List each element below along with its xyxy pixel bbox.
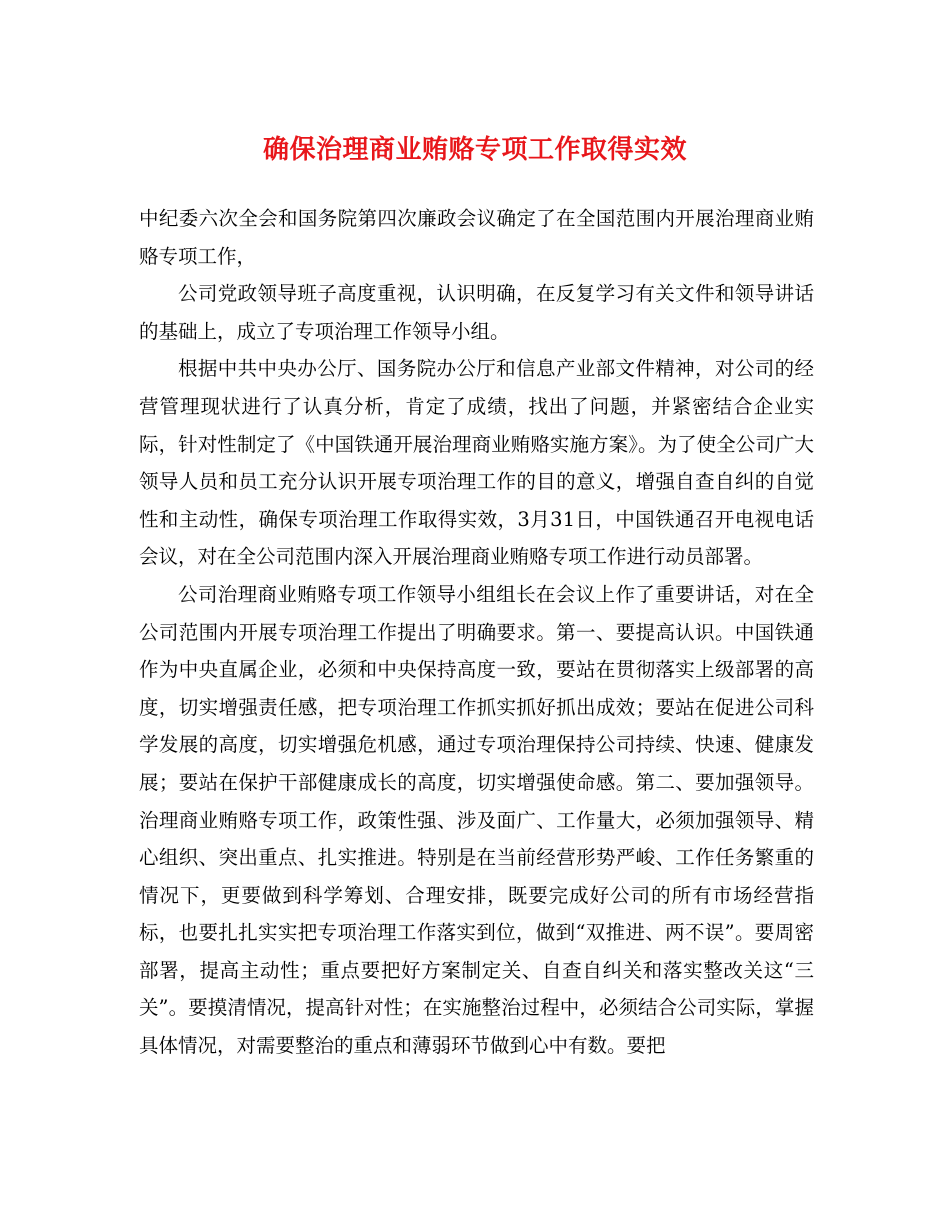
paragraph-3: 根据中共中央办公厅、国务院办公厅和信息产业部文件精神，对公司的经营管理现状进行了认真分析，肯定了成绩，找出了问题，并紧密结合企业实际，针对性制定了《中国铁通开展治理商业贿赂实施方案》。为了使全公司广大领导人员和员工充分认识开展专项治理工作的目的意义，增强自查自纠的自觉性和主动性，确保专项治理工作取得实效，3月31日，中国铁通召开电视电话会议，对在全公司范围内深入开展治理商业贿赂专项工作进行动员部署。 xyxy=(139,357,814,569)
paragraph-1: 中纪委六次全会和国务院第四次廉政会议确定了在全国范围内开展治理商业贿赂专项工作， xyxy=(139,207,814,268)
document-title: 确保治理商业贿赂专项工作取得实效 xyxy=(262,135,687,165)
document-body xyxy=(139,200,814,1065)
paragraph-4: 公司治理商业贿赂专项工作领导小组组长在会议上作了重要讲话，对在全公司范围内开展专项治理工作提出了明确要求。第一、要提高认识。中国铁通作为中央直属企业，必须和中央保持高度一致，要站在贯彻落实上级部署的高度，切实增强责任感，把专项治理工作抓实抓好抓出成效；要站在促进公司科学发展的高度，切实增强危机感，通过专项治理保持公司持续、快速、健康发展；要站在保护干部健康成长的高度，切实增强使命感。第二、要加强领导。治理商业贿赂专项工作，政策性强、涉及面广、工作量大，必须加强领导、精心组织、突出重点、扎实推进。特别是在当前经营形势严峻、工作任务繁重的情况下，更要做到科学筹划、合理安排，既要完成好公司的所有市场经营指标，也要扎扎实实把专项治理工作落实到位，做到“双推进、两不误”。要周密部署，提高主动性；重点要把好方案制定关、自查自纠关和落实整改关这“三关”。要摸清情况，提高针对性；在实施整治过程中，必须结合公司实际，掌握具体情况，对需要整治的重点和薄弱环节做到心中有数。要把 xyxy=(139,582,814,1058)
paragraph-2: 公司党政领导班子高度重视，认识明确，在反复学习有关文件和领导讲话的基础上，成立了专项治理工作领导小组。 xyxy=(139,282,814,343)
